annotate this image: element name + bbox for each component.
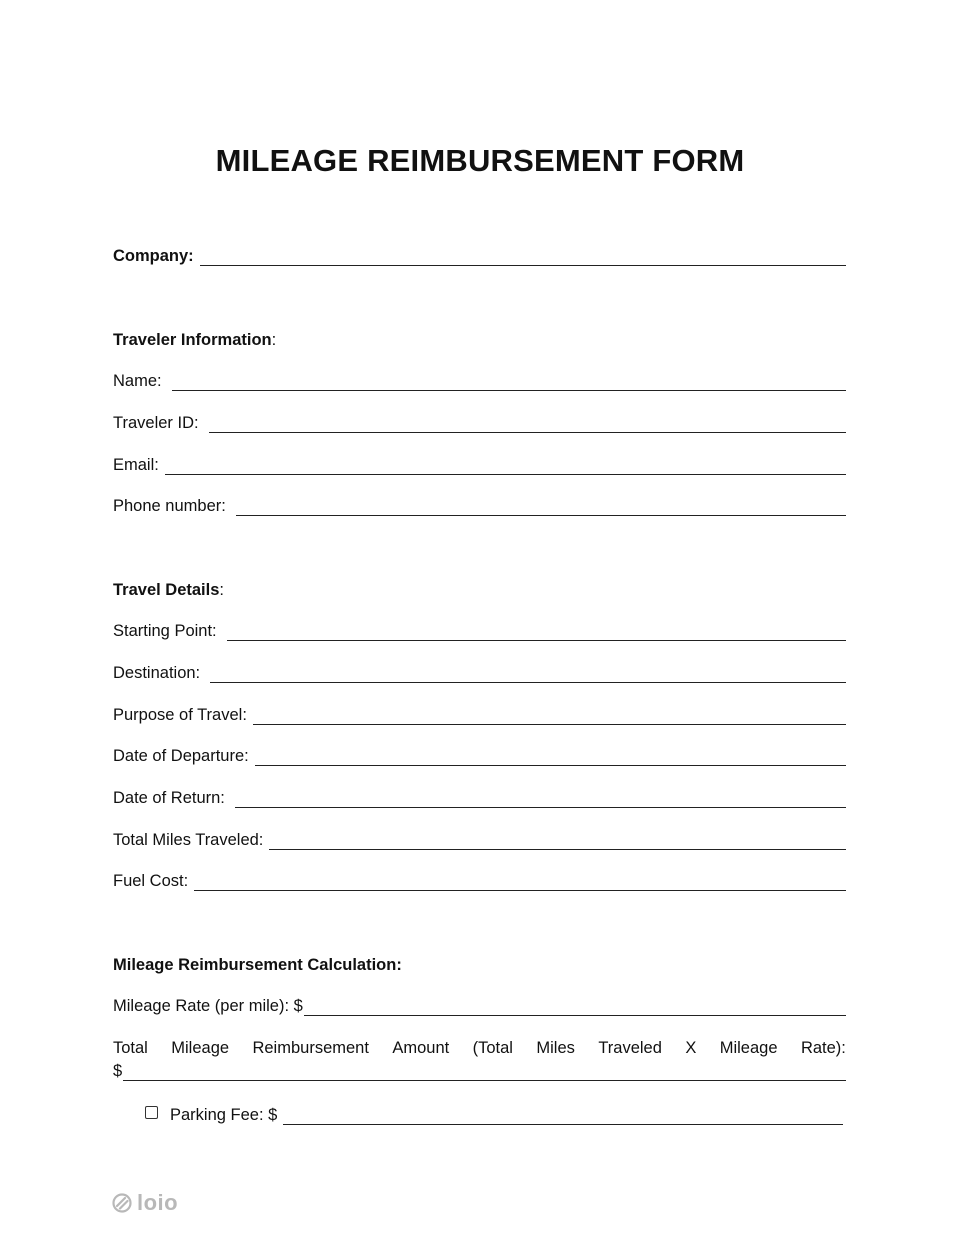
departure-label: Date of Departure: (113, 747, 249, 765)
return-field (113, 788, 846, 808)
page-title: MILEAGE REIMBURSEMENT FORM (215, 143, 745, 178)
traveler-id-input-line[interactable] (209, 416, 846, 433)
total-reimbursement-field (113, 1061, 846, 1081)
label-word: X (685, 1039, 697, 1057)
starting-point-input-line[interactable] (227, 624, 846, 641)
total-reimbursement-input-line[interactable] (123, 1064, 846, 1081)
mileage-rate-input-line[interactable] (304, 999, 846, 1016)
departure-field (113, 746, 846, 766)
traveler-heading-text: Traveler Information (113, 331, 272, 349)
company-label: Company: (113, 247, 194, 265)
destination-label: Destination: (113, 664, 201, 682)
total-miles-input-line[interactable] (269, 833, 846, 850)
label-word: Rate): (800, 1039, 846, 1057)
return-label: Date of Return: (113, 789, 225, 807)
name-label: Name: (113, 372, 162, 390)
total-miles-label: Total Miles Traveled: (113, 831, 264, 849)
label-word: Mileage (719, 1039, 778, 1057)
brand-logo (112, 1190, 178, 1216)
label-word: Miles (536, 1039, 575, 1057)
total-miles-field (113, 830, 846, 850)
total-dollar-label: $ (113, 1062, 123, 1080)
travel-heading-colon: : (219, 581, 224, 599)
email-label: Email: (113, 456, 159, 474)
phone-field (113, 496, 846, 516)
departure-input-line[interactable] (255, 749, 846, 766)
parking-fee-checkbox[interactable] (145, 1106, 158, 1119)
mileage-rate-label: Mileage Rate (per mile): $ (113, 997, 303, 1015)
name-input-line[interactable] (172, 374, 846, 391)
travel-section-heading (113, 580, 224, 600)
email-input-line[interactable] (165, 458, 846, 475)
traveler-section-heading (113, 330, 276, 350)
return-input-line[interactable] (235, 791, 846, 808)
label-word: Mileage (171, 1039, 230, 1057)
company-input-line[interactable] (200, 249, 846, 266)
calc-section-heading: Mileage Reimbursement Calculation: (113, 956, 402, 974)
label-word: Amount (392, 1039, 450, 1057)
fuel-cost-field (113, 871, 846, 891)
company-field (113, 246, 846, 266)
traveler-heading-colon: : (271, 331, 277, 349)
total-reimbursement-label (113, 1038, 846, 1058)
logo-text: loio (137, 1190, 179, 1215)
purpose-field (113, 705, 846, 725)
parking-fee-label: Parking Fee: $ (170, 1106, 278, 1124)
phone-input-line[interactable] (236, 499, 846, 516)
loio-logo-icon (112, 1193, 132, 1213)
parking-fee-field (170, 1105, 843, 1125)
parking-fee-input-line[interactable] (283, 1108, 843, 1125)
purpose-label: Purpose of Travel: (113, 706, 247, 724)
starting-point-field (113, 621, 846, 641)
label-word: (Total (472, 1039, 513, 1057)
fuel-cost-input-line[interactable] (194, 874, 846, 891)
mileage-rate-field (113, 996, 846, 1016)
starting-point-label: Starting Point: (113, 622, 217, 640)
label-word: Traveled (598, 1039, 662, 1057)
name-field (113, 371, 846, 391)
fuel-cost-label: Fuel Cost: (113, 872, 189, 890)
email-field (113, 455, 846, 475)
traveler-id-field (113, 413, 846, 433)
travel-heading-text: Travel Details (113, 581, 220, 599)
phone-label: Phone number: (113, 497, 226, 515)
destination-input-line[interactable] (210, 666, 846, 683)
label-word: Reimbursement (252, 1039, 369, 1057)
destination-field (113, 663, 846, 683)
purpose-input-line[interactable] (253, 708, 846, 725)
traveler-id-label: Traveler ID: (113, 414, 199, 432)
label-word: Total (113, 1039, 148, 1057)
